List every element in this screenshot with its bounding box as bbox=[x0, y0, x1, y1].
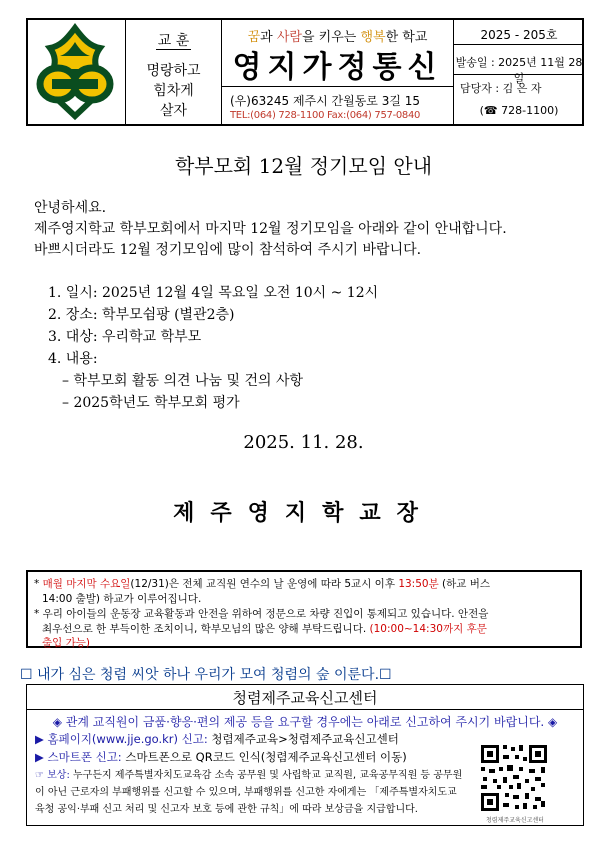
school-logo-icon bbox=[28, 20, 122, 124]
divider bbox=[222, 86, 453, 87]
issue-number: 2025 - 205호 bbox=[480, 28, 558, 42]
newsletter-title: 영지가정통신 bbox=[232, 50, 443, 85]
motto-line: 살자 bbox=[159, 103, 188, 119]
report-center-title: 청렴제주교육신고센터 bbox=[232, 689, 378, 707]
notice-box bbox=[26, 570, 582, 648]
report-center-box bbox=[26, 684, 584, 826]
list-subitem: – 2025학년도 학부모회 평가 bbox=[62, 395, 240, 411]
list-item: 4. 내용: bbox=[48, 351, 98, 367]
notice-line: * 매월 마지막 수요일(12/31)은 전체 교직원 연수의 날 운영에 따라 5교시 이후 13:50분 (하교 버스 bbox=[34, 578, 491, 590]
greeting: 안녕하세요. bbox=[34, 200, 107, 216]
divider bbox=[27, 709, 583, 710]
motto-line: 명랑하고 bbox=[146, 63, 201, 79]
qr-caption: 청렴제주교육신고센터 bbox=[486, 817, 544, 824]
divider bbox=[454, 74, 584, 75]
motto-label: 교 훈 bbox=[157, 33, 190, 49]
manager: 담당자 : 김 은 자 bbox=[460, 82, 542, 95]
notice-line: 14:00 출발) 하교가 이루어집니다. bbox=[42, 593, 202, 605]
motto-line: 힘차게 bbox=[153, 83, 194, 99]
divider bbox=[454, 44, 584, 45]
document-title: 학부모회 12월 정기모임 안내 bbox=[174, 154, 433, 178]
body-paragraph: 바쁘시더라도 12월 정기모임에 많이 참석하여 주시기 바랍니다. bbox=[34, 242, 422, 258]
notice-line: 최우선으로 한 부득이한 조치이니, 학부모님의 많은 양해 부탁드립니다. (10:00~14:30까지 후문 bbox=[42, 623, 487, 635]
issue-date: 2025. 11. 28. bbox=[243, 432, 364, 453]
integrity-slogan: ☐ 내가 심은 청렴 씨앗 하나 우리가 모여 청렴의 숲 이룬다.☐ bbox=[20, 667, 392, 683]
school-slogan: 꿈과 사람을 키우는 행복한 학교 bbox=[247, 30, 428, 45]
list-item: 2. 장소: 학부모쉼팡 (별관2층) bbox=[48, 307, 235, 323]
notice-line: 출입 가능) bbox=[42, 637, 91, 649]
list-item: 3. 대상: 우리학교 학부모 bbox=[48, 329, 202, 345]
list-subitem: – 학부모회 활동 의견 나눔 및 건의 사항 bbox=[62, 373, 304, 389]
notice-line: * 우리 아이들의 운동장 교육활동과 안전을 위하여 정문으로 차량 진입이 통제되고 있습니다. 안전을 bbox=[34, 608, 489, 620]
issue-info-cell bbox=[454, 20, 584, 124]
qr-code-icon bbox=[479, 743, 549, 813]
list-item: 1. 일시: 2025년 12월 4일 목요일 오전 10시 ~ 12시 bbox=[48, 285, 379, 301]
qr-code[interactable] bbox=[479, 743, 549, 813]
motto-cell bbox=[126, 20, 222, 124]
letterhead bbox=[26, 18, 584, 126]
report-center-warning: ◈ 관계 교직원이 금품·향응·편의 제공 등을 요구할 경우에는 아래로 신고하여 주시기 바랍니다. ◈ bbox=[52, 715, 558, 729]
school-contact: TEL:(064) 728-1100 Fax:(064) 757-0840 bbox=[230, 110, 421, 121]
manager-phone: (☎ 728-1100) bbox=[479, 104, 559, 117]
report-smartphone: ▶ 스마트폰 신고: 스마트폰으로 QR코드 인식(청렴제주교육신고센터 이동) bbox=[35, 750, 407, 764]
school-logo-cell bbox=[28, 20, 126, 124]
sent-date: 발송일 : 2025년 11월 28일 bbox=[455, 56, 583, 85]
title-cell bbox=[222, 20, 454, 124]
reward-text: ☞ 보상: 누구든지 제주특별자치도교육감 소속 공무원 및 사립학교 교직원, 교육공무직원 등 공무원이 아닌 근로자의 부패행위를 신고할 수 있으며, 부패행위를 신고한 자에게는 「제주특별자치도교육청 공익·부패 신고 처리 및 신고자 보호 등에 관한 규칙」에 따라 보상금을 지급합니다. bbox=[35, 770, 463, 815]
body-paragraph: 제주영지학교 학부모회에서 마지막 12월 정기모임을 아래와 같이 안내합니다. bbox=[34, 221, 507, 237]
report-homepage: ▶ 홈페이지(www.jje.go.kr) 신고: 청렴제주교육>청렴제주교육신고센터 bbox=[35, 732, 399, 746]
school-address: (우)63245 제주시 간월동로 3길 15 bbox=[230, 94, 421, 108]
principal-signature: 제주영지학교장 bbox=[173, 500, 434, 526]
